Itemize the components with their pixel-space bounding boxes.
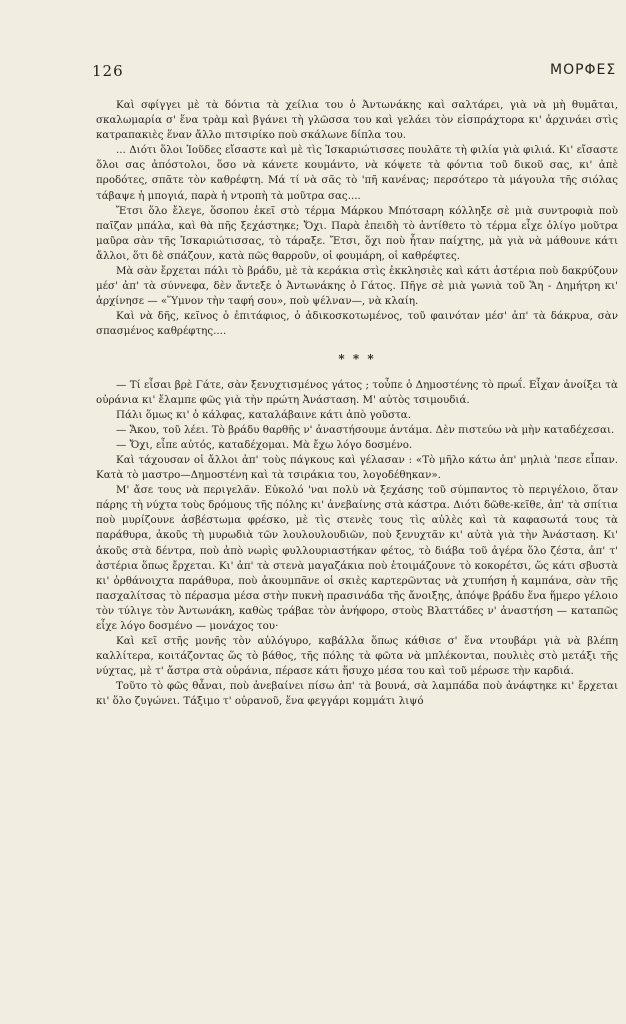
paragraph: ... Διότι ὅλοι Ἰοῦδες εἴσαστε καὶ μὲ τὶς Ἰσκαριώτισσες πουλᾶτε τὴ φιλία γιὰ φιλιά. Κι' εἴσαστε ὅλοι σας ἀπόστολοι, ὅσο νὰ κάνετε κουμάντο, νὰ κόψετε τὰ φόντια τοῦ δικοῦ σας, κι' ἀπὲ προδότες, σπᾶτε τὸν καθρέφτη. Μά τί νὰ σᾶς τὸ 'πῆ κανένας; περσότερο τὰ μάγουλα τῆς σιόλας τάβαψε ἡ μπογιά, παρὰ ἡ ντροπὴ τὰ μοῦτρα σας....	[96, 144, 618, 202]
section-break: * * *	[338, 351, 376, 366]
paragraph: Καὶ σφίγγει μὲ τὰ δόντια τὰ χείλια του ὁ Ἀντωνάκης καὶ σαλτάρει, γιὰ νὰ μὴ θυμᾶται, σκαλωμαρία σ' ἕνα τρὰμ καὶ βγάνει τὴ γλῶσσα του καὶ γελάει τὸν εἰσπράχτορα κι' ἀρχινάει στὶς κατραπακιὲς ἕναν ἄλλο πιτσιρίκο ποὺ σκάλωνε δίπλα του.	[96, 99, 618, 142]
paragraph: Ἔτσι ὅλο ἔλεγε, ὅσοπου ἐκεῖ στὸ τέρμα Μάρκου Μπότσαρη κόλληξε σὲ μιὰ συντροφιὰ ποὺ παῖζαν μπάλα, καὶ θὰ πῆς ξεχάστηκε; Ὄχι. Παρὰ ἐπειδὴ τὸ ἀντίθετο τὸ τέρμα εἶχε ὀλίγο μοῦτρα μαῦρα σὰν τῆς Ἰσκαριώτισσας, τὸ τάραξε. Ἔτσι, ὅχι ποὺ ἦταν παίχτης, μὰ γιὰ νὰ μάθουνε κάτι ἄλλοι, ὅτι δὲ σπάζουν, κατὰ πῶς θαρροῦν, οἱ φουμάρη, οἱ καθρέφτες.	[96, 204, 618, 262]
paragraph: Τοῦτο τὸ φῶς θἆναι, ποὺ ἀνεβαίνει πίσω ἀπ' τὰ βουνά, σὰ λαμπάδα ποὺ ἀνάφτηκε κι' ἔρχεται κι' ὅλο ζυγώνει. Τάξιμο τ' οὐρανοῦ, ἕνα φεγγάρι κομμάτι λιψό	[96, 680, 618, 708]
page-number: 126	[92, 62, 124, 80]
paragraph: Μὰ σὰν ἔρχεται πάλι τὸ βράδυ, μὲ τὰ κεράκια στὶς ἐκκλησιὲς καὶ κάτι ἀστέρια ποὺ δακρύζουν μέσ' ἀπ' τὰ σύννεφα, δὲν ἄντεξε ὁ Ἀντωνάκης ὁ Γάτος. Πῆγε σὲ μιὰ γωνιὰ τοῦ Ἅη - Δημήτρη κι' ἀρχίνησε — «Ὕμνον τὴν ταφή σου», ποὺ ψέλναν—, νὰ κλαίη.	[96, 265, 618, 308]
paragraph: — Τί εἶσαι βρὲ Γάτε, σὰν ξενυχτισμένος γάτος ; τοὖπε ὁ Δημοστένης τὸ πρωΐ. Εἶχαν ἀνοίξει τὰ οὐράνια κι' ἔλαμπε φῶς γιὰ τὴν πρώτη Ἀνάσταση. Μ' αὐτὸς τσιμουδιά.	[96, 378, 618, 406]
paragraph: Καὶ τάχουσαν οἱ ἄλλοι ἀπ' τοὺς πάγκους καὶ γέλασαν : «Τὸ μῆλο κάτω ἀπ' μηλιὰ 'πεσε εἶπαν. Κατὰ τὸ μαστρο—Δημοστένη καὶ τὰ τσιράκια του, λογοδέθηκαν».	[96, 453, 618, 482]
paragraph: Καὶ κεῖ στῆς μονῆς τὸν αὐλόγυρο, καβάλλα ὅπως κάθισε σ' ἕνα ντουβάρι γιὰ νὰ βλέπη καλλίτερα, κοιτάζοντας ὥς τὸ βάθος, τῆς πόλης τὰ φῶτα νὰ μπλέκονται, πουλιὲς στὸ μετάξι τῆς νύχτας, μὲ τ' ἄστρα στὰ οὐράνια, πέρασε κάτι ἥσυχο μέσα του καὶ τοῦ μέρωσε τὴν καρδιά.	[96, 635, 618, 678]
page-body	[96, 98, 618, 710]
paragraph: Καὶ νὰ δῆς, κεῖνος ὁ ἐπιτάφιος, ὁ ἀδικοσκοτωμένος, τοῦ φαινόταν μέσ' ἀπ' τὰ δάκρυα, σὰν σπασμένος καθρέφτης....	[96, 310, 618, 338]
paragraph: Πάλι ὅμως κι' ὁ κάλφας, καταλάβαινε κάτι ἀπὸ γοῦστα.	[116, 408, 412, 421]
running-title: ΜΟΡΦΕΣ	[550, 62, 617, 78]
paragraph: — Ἄκου, τοῦ λέει. Τὸ βράδυ θαρθῆς ν' ἀναστήσουμε ἀντάμα. Δὲν πιστεύω νὰ μὴν καταδέχεσαι.	[116, 423, 615, 436]
paragraph: Μ' ἄσε τους νὰ περιγελᾶν. Εὐκολό 'ναι πολὺ νὰ ξεχάσης τοῦ σύμπαντος τὸ περιγέλοιο, ὅταν πάρης τὴ νύχτα τοὺς δρόμους τῆς πόλης κι' ἀνεβαίνης στὰ κάστρα. Διότι δῶθε-κεῖθε, ἀπ' τὰ σπίτια ποὺ μυρίζουνε ἀσβέστωμα φρέσκο, μὲ τὶς στενὲς τους τὶς αὐλὲς καὶ τὰ καφασωτά τους τὰ παράθυρα, ἀκοῦς τὴ μυρωδιὰ τῶν λουλουλουδιῶν, ποὺ ξενυχτᾶν κι' αὐτὰ γιὰ τὴν Ἀνάσταση. Κι' ἀκοῦς στὰ δέντρα, ποὺ ἀπὸ νωρὶς φυλλουριαστήκαν φέτος, τὸ διάβα τοῦ ἀγέρα ὅλο ζέστα, ἀπ' τ' ἀστέρια ὅπως ἔρχεται. Κι' ἀπ' τὰ στενὰ μαγαζάκια ποὺ ἑτοιμάζουνε τὸ κοκορέτσι, ὥς κάτι σβυστὰ κι' ὀρθάνοιχτα παράθυρα, ποὺ ἀκουμπᾶνε οἱ σκιὲς καρτερῶντας νὰ χτυπήση ἡ καμπάνα, σὰν τῆς πασχαλίτσας τὸ πέρασμα μέσα στὴν πυκνὴ πρασινάδα τῆς ἄνοιξης, ἀπόψε βράδυ ἕνα ἥμερο γέλοιο τὸν τύλιγε τὸν Ἀντωνάκη, καθὼς τράβαε τὸν ἀνήφορο, στοὺς Βλαττάδες ν' ἀναστήση — καταπῶς εἶχε λόγο δοσμένο — μονάχος του·	[96, 484, 618, 632]
paragraph: — Ὄχι, εἶπε αὐτός, καταδέχομαι. Μὰ ἔχω λόγο δοσμένο.	[116, 438, 413, 451]
